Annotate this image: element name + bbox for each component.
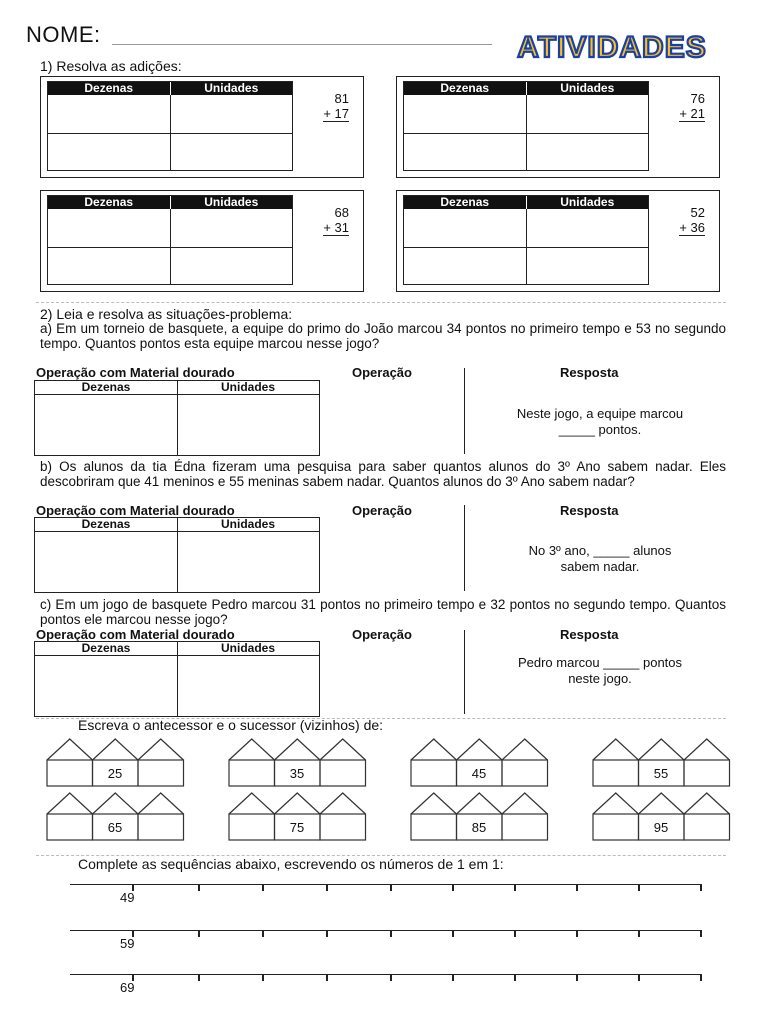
sequence-tick <box>390 885 392 891</box>
answer-line-1: No 3º ano, _____ alunos <box>528 543 672 558</box>
sequence-start-number: 59 <box>120 936 135 951</box>
addend-bottom: + 31 <box>323 220 349 235</box>
addend-top: 68 <box>334 205 349 220</box>
sequence-tick <box>700 975 702 981</box>
sequence-start-number: 69 <box>120 980 135 995</box>
given-number: 25 <box>107 766 123 781</box>
dezenas-header: Dezenas <box>81 517 131 531</box>
neighbor-houses <box>410 792 548 840</box>
sequence-tick <box>638 885 640 891</box>
column-separator <box>464 368 465 454</box>
sequence-tick <box>262 885 264 891</box>
addition-problem <box>323 91 349 122</box>
sequence-tick <box>452 931 454 937</box>
dezenas-header: Dezenas <box>81 641 131 655</box>
op-title: Operação <box>352 503 412 518</box>
sequence-tick <box>326 885 328 891</box>
place-value-grid <box>403 195 649 285</box>
sequence-tick <box>514 975 516 981</box>
sequence-tick <box>514 885 516 891</box>
divider <box>36 302 726 303</box>
addition-problem <box>679 91 705 122</box>
material-dourado-box-b[interactable] <box>34 517 320 593</box>
answer-line-1: Pedro marcou _____ pontos <box>517 655 683 670</box>
neighbor-houses <box>410 738 548 786</box>
neighbor-houses <box>228 792 366 840</box>
sequence-tick <box>452 885 454 891</box>
sequence-tick <box>514 931 516 937</box>
sequence-tick <box>326 975 328 981</box>
sequence-tick <box>576 885 578 891</box>
op-title: Operação <box>352 627 412 642</box>
sequence-tick <box>638 975 640 981</box>
sequence-line[interactable] <box>70 884 702 885</box>
sequence-tick <box>262 975 264 981</box>
answer-c <box>470 655 730 687</box>
unidades-header: Unidades <box>220 380 275 394</box>
neighbor-houses <box>228 738 366 786</box>
material-dourado-box-c[interactable] <box>34 641 320 717</box>
dezenas-header: Dezenas <box>404 196 527 209</box>
sequence-tick <box>576 975 578 981</box>
resposta-title: Resposta <box>560 503 619 518</box>
place-value-grid <box>47 195 293 285</box>
addition-box-4 <box>396 190 720 292</box>
column-separator <box>464 505 465 591</box>
answer-line-2: _____ pontos. <box>558 422 642 437</box>
dezenas-header: Dezenas <box>404 82 527 95</box>
resposta-title: Resposta <box>560 365 619 380</box>
sequence-tick <box>198 975 200 981</box>
given-number: 65 <box>107 820 123 835</box>
answer-line-1: Neste jogo, a equipe marcou <box>516 406 684 421</box>
q4-title: Complete as sequências abaixo, escrevendo os números de 1 em 1: <box>78 856 504 872</box>
addend-bottom: + 36 <box>679 220 705 235</box>
sequence-tick <box>700 885 702 891</box>
addend-bottom: + 17 <box>323 106 349 121</box>
given-number: 45 <box>471 766 487 781</box>
given-number: 75 <box>289 820 305 835</box>
sequence-tick <box>390 931 392 937</box>
addition-box-2 <box>396 76 720 178</box>
sequence-line[interactable] <box>70 930 702 931</box>
material-dourado-box-a[interactable] <box>34 380 320 456</box>
problem-b-text: b) Os alunos da tia Édna fizeram uma pesquisa para saber quantos alunos do 3º Ano sabem nadar. Eles descobriram que 41 meninos e 55 meninas sabem nadar. Quantos alunos do 3º Ano sabem nadar? <box>40 459 726 489</box>
unidades-header: Unidades <box>560 81 615 95</box>
sequence-tick <box>700 931 702 937</box>
column-separator <box>464 630 465 714</box>
unidades-header: Unidades <box>204 81 259 95</box>
addend-top: 52 <box>690 205 705 220</box>
op-material-title: Operação com Material dourado <box>36 503 235 518</box>
sequence-tick <box>198 931 200 937</box>
sequence-tick <box>262 931 264 937</box>
neighbor-houses <box>46 792 184 840</box>
unidades-header: Unidades <box>220 517 275 531</box>
problem-a-text: a) Em um torneio de basquete, a equipe do primo do João marcou 34 pontos no primeiro tempo e 53 no segundo tempo. Quantos pontos esta equipe marcou nesse jogo? <box>40 321 726 351</box>
addend-bottom: + 21 <box>679 106 705 121</box>
op-title: Operação <box>352 365 412 380</box>
neighbor-houses <box>592 792 730 840</box>
given-number: 55 <box>653 766 669 781</box>
addition-problem <box>679 205 705 236</box>
answer-line-2: neste jogo. <box>568 671 632 686</box>
addend-top: 81 <box>334 91 349 106</box>
unidades-header: Unidades <box>560 195 615 209</box>
resposta-title: Resposta <box>560 627 619 642</box>
atividades-logo <box>492 28 732 64</box>
q3-title: Escreva o antecessor e o sucessor (vizinhos) de: <box>78 717 384 733</box>
dezenas-header: Dezenas <box>48 82 171 95</box>
sequence-tick <box>198 885 200 891</box>
dezenas-header: Dezenas <box>81 380 131 394</box>
neighbor-houses <box>46 738 184 786</box>
q2-title: 2) Leia e resolva as situações-problema: <box>40 306 293 322</box>
sequence-tick <box>390 975 392 981</box>
q1-title: 1) Resolva as adições: <box>40 58 182 74</box>
problem-c-text: c) Em um jogo de basquete Pedro marcou 31 pontos no primeiro tempo e 32 pontos no segundo tempo. Quantos pontos ele marcou nesse jogo? <box>40 597 726 627</box>
dezenas-header: Dezenas <box>48 196 171 209</box>
sequence-tick <box>452 975 454 981</box>
sequence-tick <box>326 931 328 937</box>
answer-b <box>470 543 730 575</box>
op-material-title: Operação com Material dourado <box>36 627 235 642</box>
given-number: 35 <box>289 766 305 781</box>
neighbor-houses <box>592 738 730 786</box>
given-number: 95 <box>653 820 669 835</box>
svg-text:ATIVIDADES: ATIVIDADES <box>517 31 707 64</box>
sequence-tick <box>638 931 640 937</box>
sequence-line[interactable] <box>70 974 702 975</box>
addend-top: 76 <box>690 91 705 106</box>
unidades-header: Unidades <box>220 641 275 655</box>
answer-a <box>470 406 730 438</box>
sequence-start-number: 49 <box>120 890 135 905</box>
name-label: NOME: <box>26 22 101 47</box>
place-value-grid <box>47 81 293 171</box>
addition-box-3 <box>40 190 364 292</box>
given-number: 85 <box>471 820 487 835</box>
sequence-tick <box>576 931 578 937</box>
answer-line-2: sabem nadar. <box>560 559 640 574</box>
unidades-header: Unidades <box>204 195 259 209</box>
place-value-grid <box>403 81 649 171</box>
addition-problem <box>323 205 349 236</box>
op-material-title: Operação com Material dourado <box>36 365 235 380</box>
addition-box-1 <box>40 76 364 178</box>
name-line[interactable] <box>112 44 492 45</box>
